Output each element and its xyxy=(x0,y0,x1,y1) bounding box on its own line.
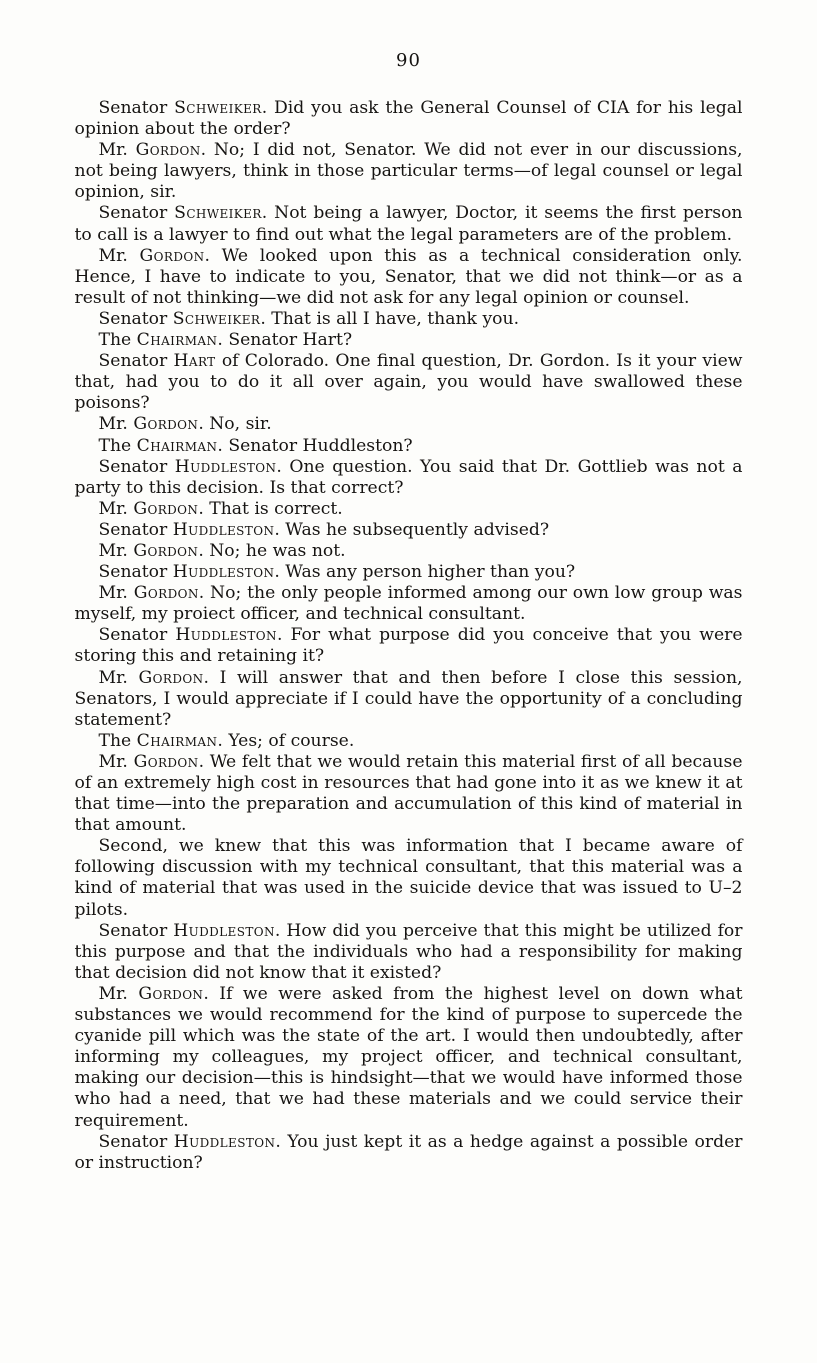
speech-text: . One question. You said that Dr. Gottlieb was not a party to this decision. Is that correct? xyxy=(74,456,743,498)
transcript-paragraph xyxy=(75,309,743,330)
speaker-prefix: Senator xyxy=(98,562,173,583)
speech-text: . I will answer that and then before I close this session, Senators, I would appreciate if I could have the opportunity of a concluding statement? xyxy=(74,667,743,730)
speaker-prefix: Mr. xyxy=(98,540,134,561)
speech-text: . That is all I have, thank you. xyxy=(260,308,520,329)
speaker-name: Gordon xyxy=(133,751,199,772)
speaker-prefix: Mr. xyxy=(98,140,136,161)
speech-text: . That is correct. xyxy=(198,498,343,519)
speech-text: . Yes; of course. xyxy=(217,730,355,751)
speaker-prefix: The xyxy=(98,435,137,456)
transcript-paragraph xyxy=(75,436,743,457)
speech-text: . You just kept it as a hedge against a possible order or instruction? xyxy=(74,1131,743,1173)
speaker-prefix: Senator xyxy=(98,625,176,646)
speech-text: . No, sir. xyxy=(198,414,272,435)
speaker-name: Chairman xyxy=(136,435,218,456)
speaker-prefix: Mr. xyxy=(98,751,134,772)
speaker-prefix: Mr. xyxy=(98,983,139,1004)
speaker-prefix: Senator xyxy=(98,308,173,329)
speaker-name: Gordon xyxy=(133,540,199,561)
speaker-name: Gordon xyxy=(133,498,199,519)
speaker-prefix: Mr. xyxy=(98,498,134,519)
transcript-paragraph xyxy=(75,921,743,984)
transcript-paragraph xyxy=(75,583,743,625)
page-number: 90 xyxy=(396,50,421,71)
speaker-prefix: Senator xyxy=(98,920,174,941)
transcript-paragraph xyxy=(75,520,743,541)
speech-text: . Senator Huddleston? xyxy=(217,435,413,456)
speaker-name: Chairman xyxy=(136,730,218,751)
transcript-paragraph xyxy=(75,246,743,309)
speaker-name: Gordon xyxy=(133,414,199,435)
speech-text: . No; I did not, Senator. We did not ever in our discussions, not being lawyers, think in those particular terms—of legal counsel or legal opinion, sir. xyxy=(74,140,743,203)
speaker-name: Gordon xyxy=(139,245,205,266)
transcript-paragraph xyxy=(75,140,743,203)
speaker-name: Hart xyxy=(173,351,216,372)
speech-text: . Not being a lawyer, Doctor, it seems the first person to call is a lawyer to find out what the legal parameters are of the problem. xyxy=(74,203,743,245)
speaker-prefix: Senator xyxy=(98,351,174,372)
speaker-prefix: Senator xyxy=(98,203,175,224)
speaker-name: Schweiker xyxy=(174,203,262,224)
speech-text: . Was any person higher than you? xyxy=(274,562,576,583)
speaker-name: Huddleston xyxy=(172,562,275,583)
speaker-prefix: Mr. xyxy=(98,667,139,688)
speaker-prefix: Senator xyxy=(98,519,173,540)
speech-text: . Did you ask the General Counsel of CIA for his legal opinion about the order? xyxy=(74,98,743,140)
speech-text: . For what purpose did you conceive that you were storing this and retaining it? xyxy=(74,625,743,667)
speech-text: Second, we knew that this was information that I became aware of following discussion with my technical consultant, that this material was a kind of material that was used in the suicide device that was issued to U–2 pilots. xyxy=(74,836,743,920)
speech-text: . Senator Hart? xyxy=(217,330,353,351)
speaker-prefix: Senator xyxy=(98,98,175,118)
transcript-paragraph xyxy=(75,668,743,731)
speech-text: . We looked upon this as a technical consideration only. Hence, I have to indicate to you, Senator, that we did not think—or as a result of not thinking—we did not ask for any legal opinion or counsel. xyxy=(74,245,743,308)
speech-text: . If we were asked from the highest level on down what substances we would recommend for the kind of purpose to supercede the cyanide pill which was the state of the art. I would then undoubtedly, after informing my colleagues, my project officer, and technical consultant, making our decision—this is hindsight—that we would have informed those who had a need, that we had these materials and we could service their requirement. xyxy=(74,983,743,1131)
transcript-paragraph xyxy=(75,984,743,1132)
transcript-paragraph xyxy=(75,457,743,499)
speaker-name: Chairman xyxy=(136,330,218,351)
speaker-prefix: Mr. xyxy=(98,414,134,435)
transcript-body xyxy=(75,98,743,1174)
transcript-paragraph xyxy=(75,541,743,562)
speech-text: of Colorado. One final question, Dr. Gordon. Is it your view that, had you to do it all over again, you would have swallowed these poisons? xyxy=(74,351,743,414)
speaker-name: Huddleston xyxy=(174,456,277,477)
transcript-paragraph xyxy=(75,414,743,435)
speech-text: . Was he subsequently advised? xyxy=(274,519,550,540)
transcript-paragraph xyxy=(75,98,743,140)
transcript-paragraph xyxy=(75,203,743,245)
transcript-paragraph xyxy=(75,731,743,752)
speech-text: . No; he was not. xyxy=(198,540,346,561)
speaker-name: Gordon xyxy=(133,583,199,604)
transcript-paragraph xyxy=(75,836,743,920)
speaker-name: Gordon xyxy=(135,140,201,161)
speaker-name: Gordon xyxy=(138,983,204,1004)
speaker-prefix: The xyxy=(98,330,137,351)
speaker-name: Schweiker xyxy=(174,98,262,118)
speaker-prefix: The xyxy=(98,730,137,751)
speaker-prefix: Senator xyxy=(98,456,175,477)
transcript-paragraph xyxy=(75,351,743,414)
transcript-paragraph xyxy=(75,1132,743,1174)
speaker-name: Huddleston xyxy=(173,1131,276,1152)
speaker-prefix: Mr. xyxy=(98,583,134,604)
speaker-name: Gordon xyxy=(138,667,204,688)
transcript-paragraph xyxy=(75,752,743,836)
transcript-paragraph xyxy=(75,330,743,351)
speaker-name: Schweiker xyxy=(172,308,261,329)
speaker-prefix: Senator xyxy=(98,1131,174,1152)
speaker-prefix: Mr. xyxy=(98,245,140,266)
transcript-paragraph xyxy=(75,499,743,520)
speech-text: . How did you perceive that this might be utilized for this purpose and that the individuals who had a responsibility for making that decision did not know that it existed? xyxy=(74,920,743,983)
transcript-paragraph xyxy=(75,625,743,667)
transcript-paragraph xyxy=(75,562,743,583)
speech-text: . We felt that we would retain this material first of all because of an extremely high cost in resources that had gone into it as we knew it at that time—into the preparation and accumulation of this kind of material in that amount. xyxy=(74,751,743,836)
speaker-name: Huddleston xyxy=(172,519,275,540)
speech-text: . No; the only people informed among our own low group was myself, my proiect officer, and technical consultant. xyxy=(74,583,743,625)
speaker-name: Huddleston xyxy=(173,920,275,941)
speaker-name: Huddleston xyxy=(175,625,277,646)
